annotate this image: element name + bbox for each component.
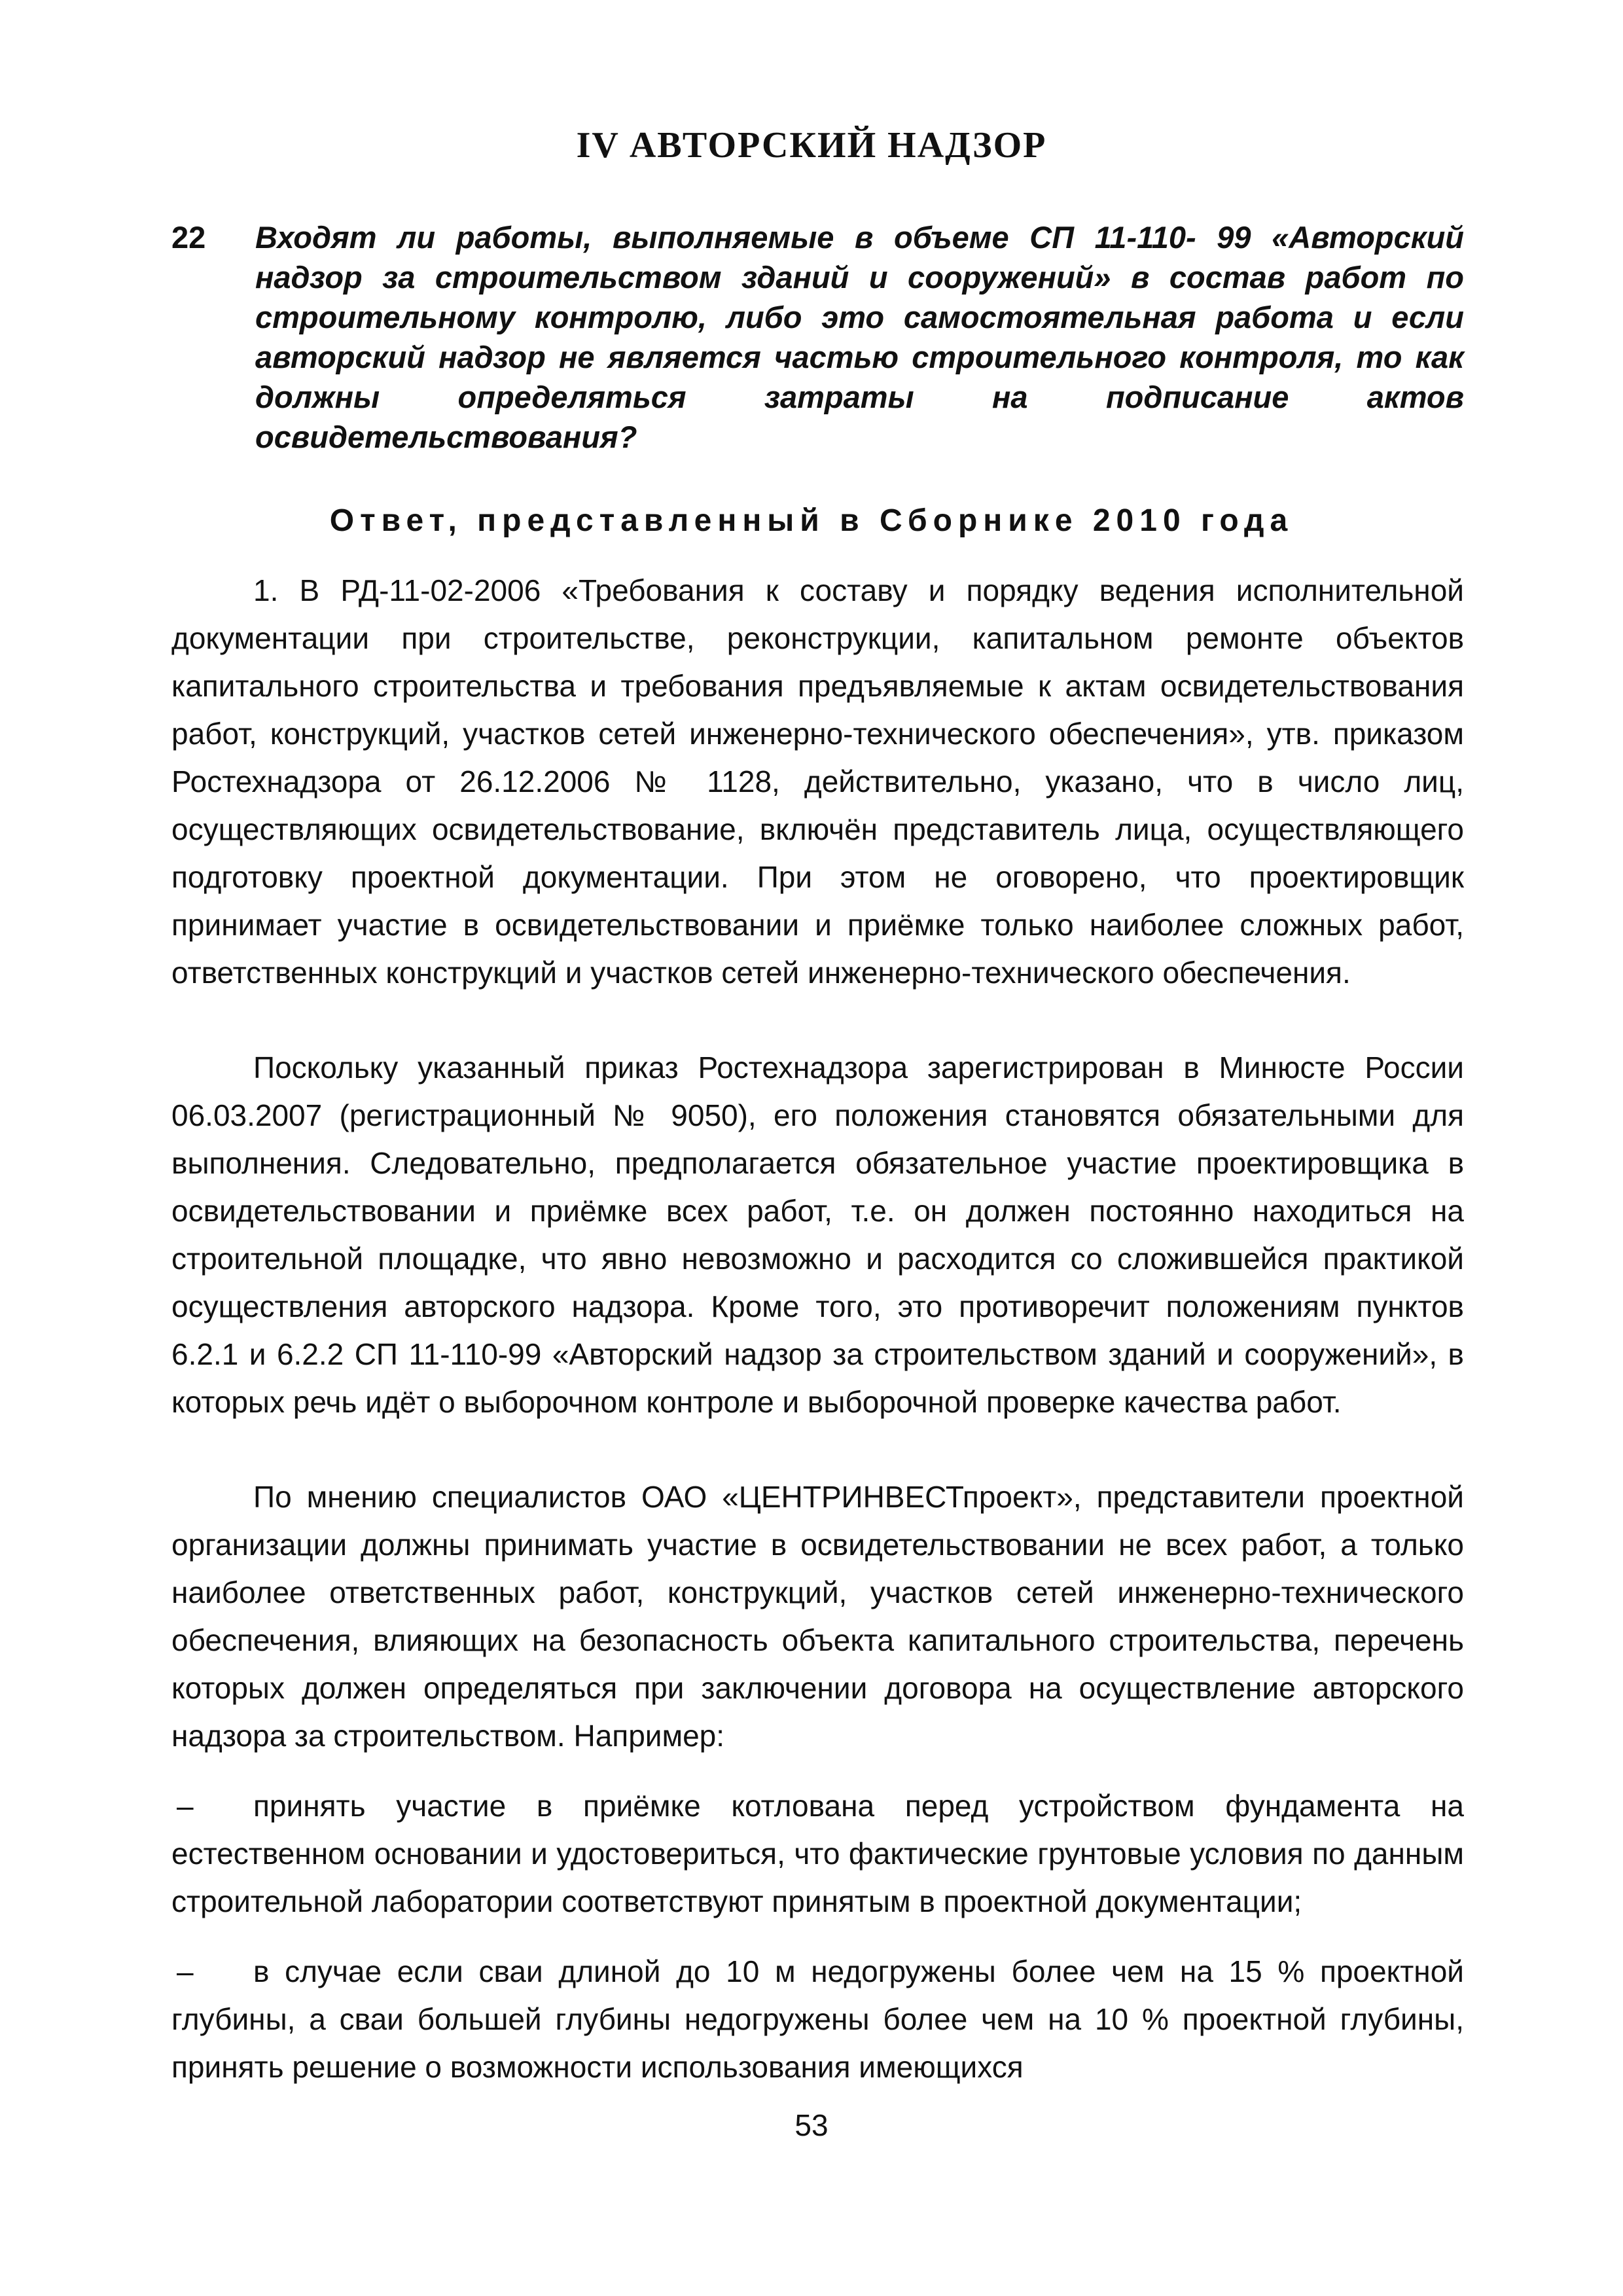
bullet-text: в случае если сваи длиной до 10 м недогружены более чем на 15 % проектной глубины, а сваи большей глубины недогружены более чем на 10 % проектной глубины, принять решение о возможности использования имеющихся <box>171 1954 1464 2084</box>
bullet-item <box>171 1782 1464 1926</box>
question-block <box>171 217 1464 457</box>
answer-body <box>171 567 1464 2091</box>
page-number: 53 <box>794 2108 829 2142</box>
answer-paragraph-2: Поскольку указанный приказ Ростехнадзора зарегистрирован в Минюсте России 06.03.2007 (регистрационный № 9050), его положения становятся обязательными для выполнения. Следовательно, предполагается обязательное участие проектировщика в освидетельствовании и приёмке всех работ, т.е. он должен постоянно находиться на строительной площадке, что явно невозможно и расходится со сложившейся практикой осуществления авторского надзора. Кроме того, это противоречит положениям пунктов 6.2.1 и 6.2.2 СП 11-110-99 «Авторский надзор за строительством зданий и сооружений», в которых речь идёт о выборочном контроле и выборочной проверке качества работ. <box>171 1050 1464 1419</box>
bullet-item <box>171 1948 1464 2091</box>
question-number: 22 <box>171 220 206 255</box>
answer-paragraph-3: По мнению специалистов ОАО «ЦЕНТРИНВЕСТпроект», представители проектной организации должны принимать участие в освидетельствовании не всех работ, а только наиболее ответственных работ, конструкций, участков сетей инженерно-технического обеспечения, влияющих на безопасность объекта капитального строительства, перечень которых должен определяться при заключении договора на осуществление авторского надзора за строительством. Например: <box>171 1480 1464 1753</box>
bullet-text: принять участие в приёмке котлована перед устройством фундамента на естественном основании и удостовериться, что фактические грунтовые условия по данным строительной лаборатории соответствуют принятым в проектной документации; <box>171 1789 1464 1918</box>
dash-marker: – <box>177 1789 194 1823</box>
section-title: IV АВТОРСКИЙ НАДЗОР <box>576 125 1047 166</box>
answer-paragraph-1: 1. В РД-11-02-2006 «Требования к составу и порядку ведения исполнительной документации при строительстве, реконструкции, капитальном ремонте объектов капитального строительства и требования предъявляемые к актам освидетельствования работ, конструкций, участков сетей инженерно-технического обеспечения», утв. приказом Ростехнадзора от 26.12.2006 № 1128, действительно, указано, что в число лиц, осуществляющих освидетельствование, включён представитель лица, осуществляющего подготовку проектной документации. При этом не оговорено, что проектировщик принимает участие в освидетельствовании и приёмке только наиболее сложных работ, ответственных конструкций и участков сетей инженерно-технического обеспечения. <box>171 573 1464 990</box>
answer-heading: Ответ, представленный в Сборнике 2010 года <box>329 503 1294 538</box>
question-text: Входят ли работы, выполняемые в объеме СП 11-110- 99 «Авторский надзор за строительством зданий и сооружений» в состав работ по строительному контролю, либо это самостоятельная работа и если авторский надзор не является частью строительного контроля, то как должны определяться затраты на подписание актов освидетельствования? <box>255 220 1464 454</box>
dash-marker: – <box>177 1954 194 1988</box>
